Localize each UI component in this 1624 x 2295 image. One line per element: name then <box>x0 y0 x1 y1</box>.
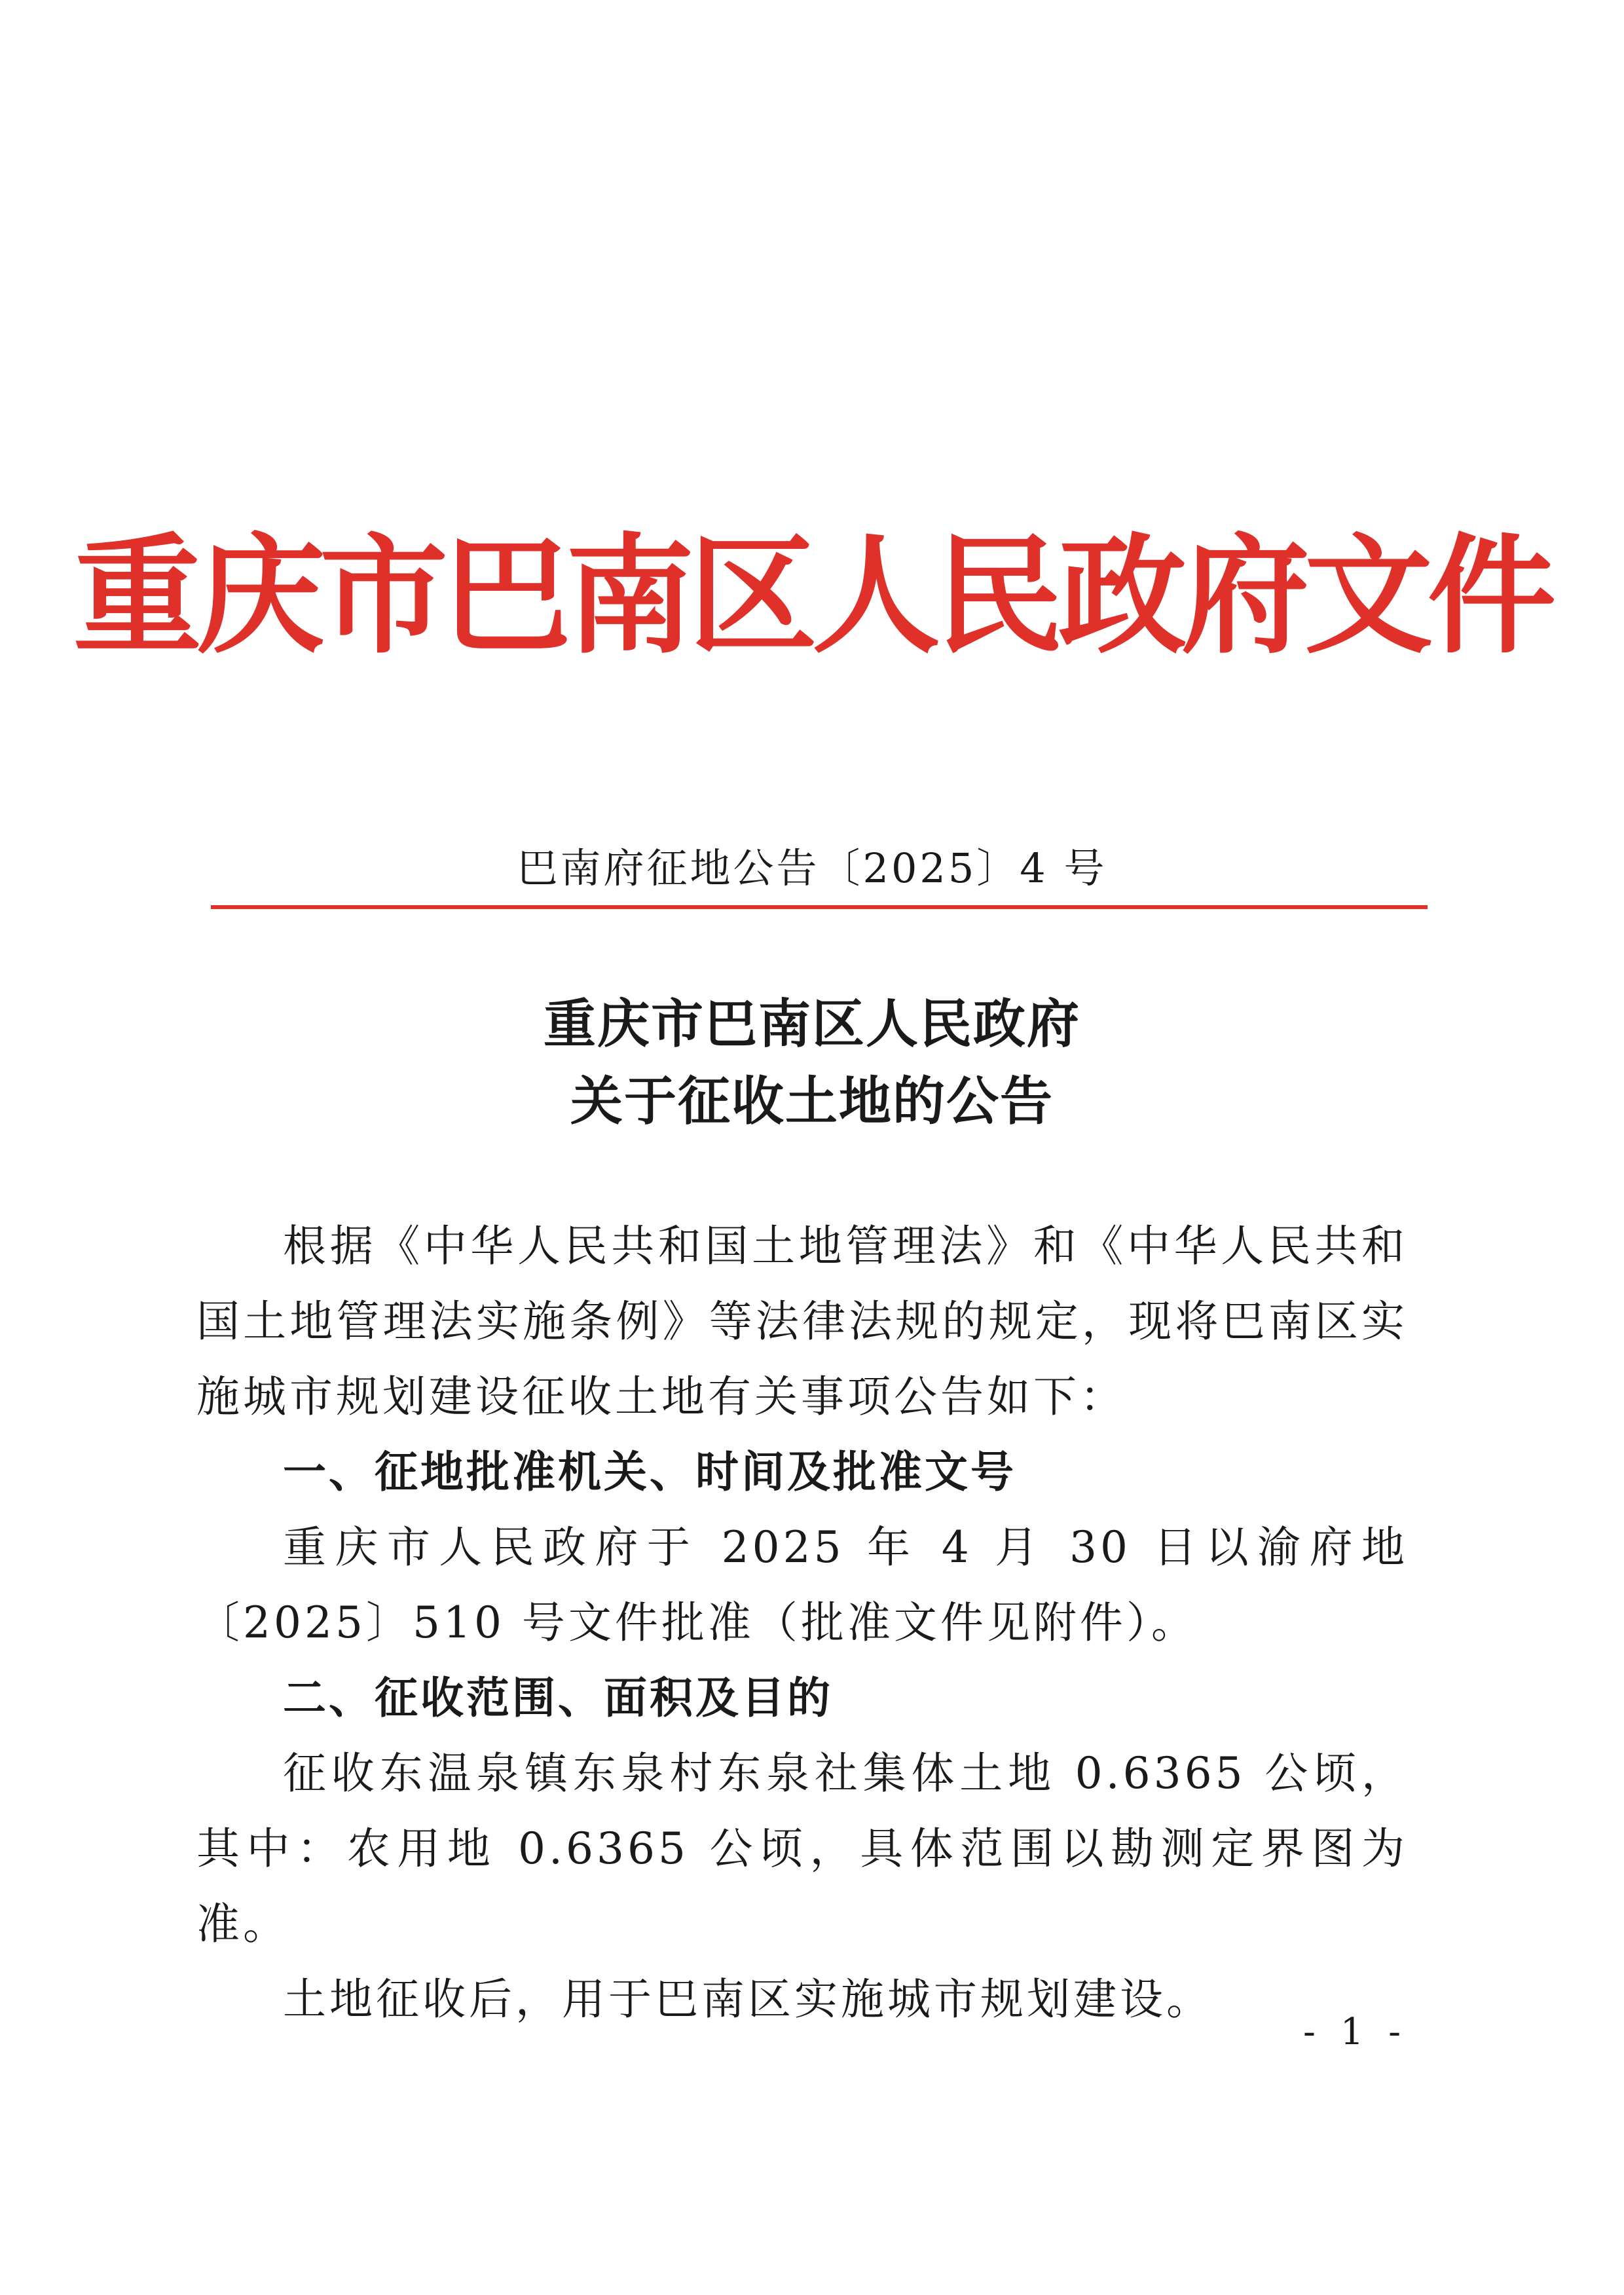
section-1-paragraph: 重庆市人民政府于 2025 年 4 月 30 日以渝府地〔2025〕510 号文件批准（批准文件见附件）。 <box>196 1522 1408 1648</box>
notice-title <box>0 986 1624 1140</box>
document-number: 巴南府征地公告〔2025〕4 号 <box>517 844 1107 892</box>
section-2-paragraph-1: 征收东温泉镇东泉村东泉社集体土地 0.6365 公顷，其中：农用地 0.6365 公顷，具体范围以勘测定界图为准。 <box>196 1748 1408 1949</box>
section-2-paragraph-2: 土地征收后，用于巴南区实施城市规划建设。 <box>283 1974 1213 2024</box>
notice-title-line-1: 重庆市巴南区人民政府 <box>544 994 1080 1054</box>
notice-title-line-2: 关于征收土地的公告 <box>570 1071 1054 1132</box>
document-header-title: 重庆市巴南区人民政府文件 <box>73 521 1551 671</box>
notice-body <box>196 1208 1408 2037</box>
section-2-heading: 二、征收范围、面积及目的 <box>283 1673 833 1723</box>
header-divider <box>211 905 1428 909</box>
section-1-heading: 一、征地批准机关、时间及批准文号 <box>283 1447 1016 1497</box>
intro-paragraph: 根据《中华人民共和国土地管理法》和《中华人民共和国土地管理法实施条例》等法律法规的规定，现将巴南区实施城市规划建设征收土地有关事项公告如下： <box>196 1221 1408 1422</box>
page-number: - 1 - <box>1303 2011 1408 2053</box>
